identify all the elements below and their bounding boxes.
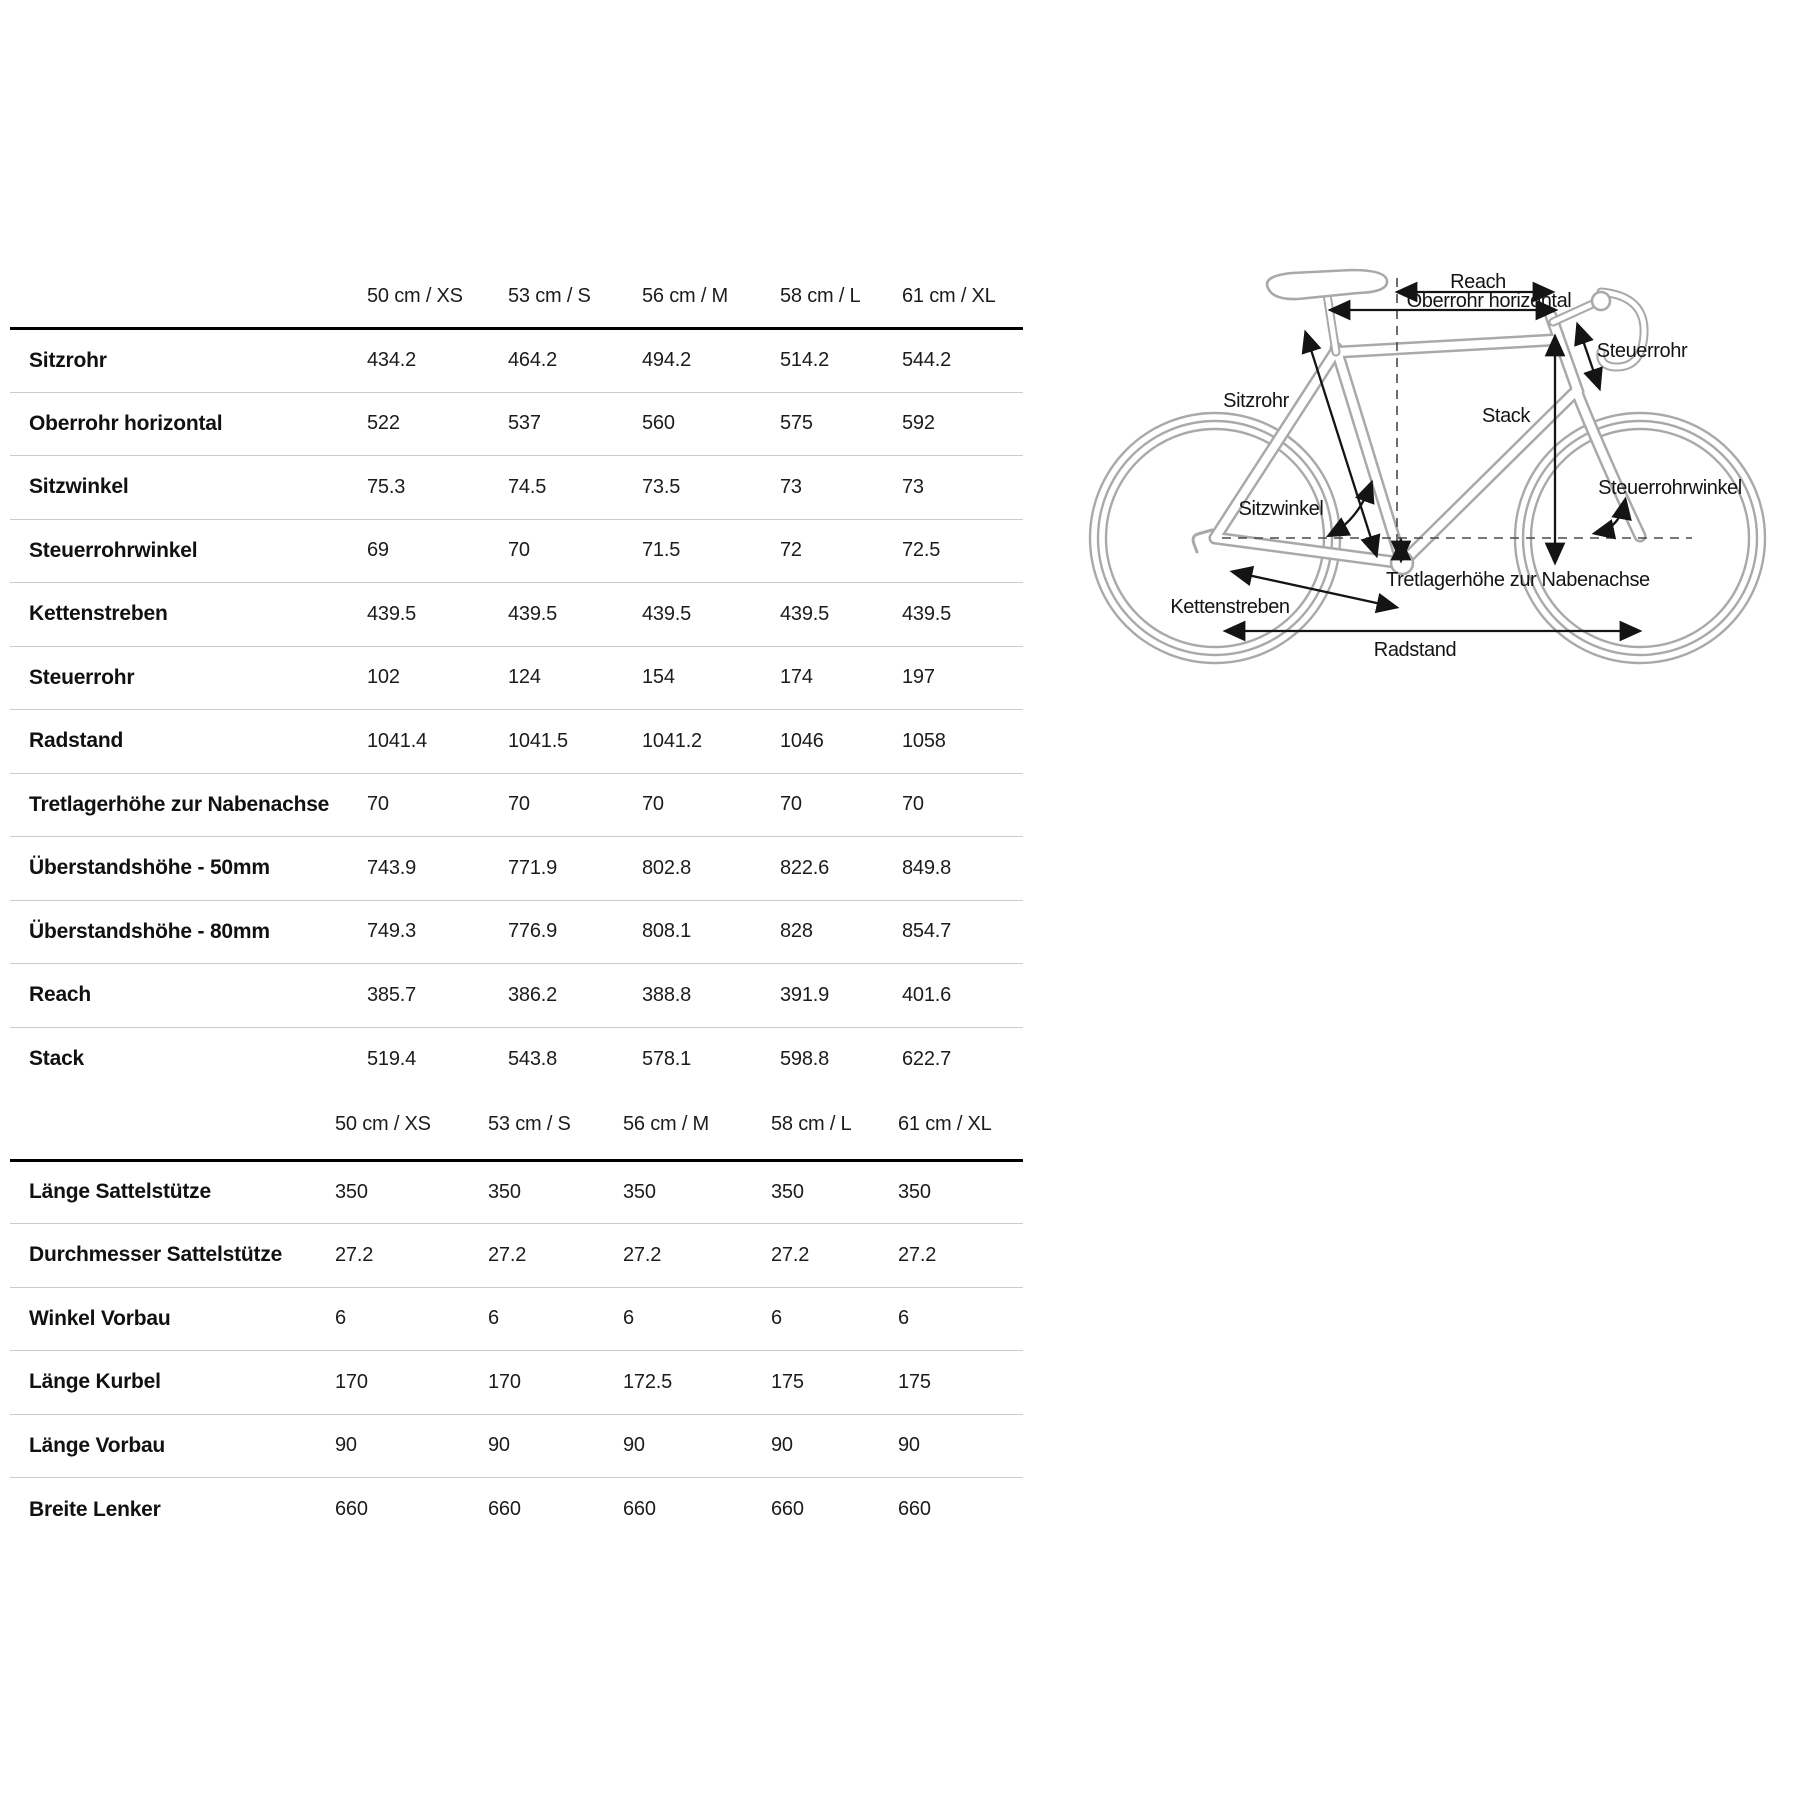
table-row	[10, 900, 1023, 964]
table-row	[10, 1478, 1023, 1542]
value-cell: 1041.2	[642, 729, 702, 752]
value-cell: 854.7	[902, 920, 952, 943]
value-cell: 6	[488, 1307, 499, 1330]
row-label: Länge Kurbel	[29, 1370, 161, 1394]
row-label: Steuerrohr	[29, 665, 135, 689]
row-label: Durchmesser Sattelstütze	[29, 1243, 283, 1267]
diagram-label-steuerrohrwinkel: Steuerrohrwinkel	[1598, 477, 1742, 499]
value-cell: 519.4	[367, 1047, 417, 1070]
value-cell: 439.5	[902, 602, 952, 625]
value-cell: 1046	[780, 729, 824, 752]
value-cell: 27.2	[898, 1243, 937, 1266]
value-cell: 808.1	[642, 920, 692, 943]
value-cell: 560	[642, 412, 675, 435]
value-cell: 70	[508, 793, 530, 816]
value-cell: 72	[780, 539, 802, 562]
value-cell: 660	[898, 1498, 931, 1520]
size-header-row-2	[10, 1091, 1023, 1161]
size-header-cell: 61 cm / XL	[898, 1091, 1023, 1161]
size-header-spacer	[10, 265, 367, 329]
value-cell: 70	[508, 539, 530, 562]
row-label: Überstandshöhe - 80mm	[29, 919, 270, 943]
value-cell: 170	[335, 1370, 368, 1393]
value-cell: 175	[898, 1370, 931, 1393]
value-cell: 75.3	[367, 475, 406, 498]
row-label: Länge Vorbau	[29, 1433, 166, 1457]
diagram-label-tretlagerhoehe: Tretlagerhöhe zur Nabenachse	[1386, 569, 1650, 591]
value-cell: 350	[335, 1180, 368, 1203]
table-row	[10, 1287, 1023, 1351]
value-cell: 802.8	[642, 856, 692, 879]
value-cell: 776.9	[508, 920, 558, 943]
value-cell: 660	[335, 1498, 368, 1520]
value-cell: 90	[623, 1434, 645, 1457]
value-cell: 6	[623, 1307, 634, 1330]
value-cell: 439.5	[642, 602, 692, 625]
value-cell: 386.2	[508, 983, 558, 1006]
value-cell: 622.7	[902, 1047, 952, 1070]
value-cell: 391.9	[780, 983, 830, 1006]
table-row	[10, 392, 1023, 456]
size-header-cell: 50 cm / XS	[367, 265, 508, 329]
row-label: Reach	[29, 983, 92, 1007]
value-cell: 1041.4	[367, 729, 427, 752]
value-cell: 73	[780, 475, 802, 498]
value-cell: 822.6	[780, 856, 830, 879]
row-label: Breite Lenker	[29, 1497, 161, 1521]
size-header-cell: 58 cm / L	[780, 265, 902, 329]
value-cell: 771.9	[508, 856, 558, 879]
row-label: Länge Sattelstütze	[29, 1180, 211, 1204]
value-cell: 660	[488, 1498, 521, 1520]
value-cell: 27.2	[771, 1243, 810, 1266]
table-row	[10, 964, 1023, 1028]
value-cell: 350	[898, 1180, 931, 1203]
value-cell: 72.5	[902, 539, 941, 562]
handlebar-ring	[1592, 292, 1610, 310]
table-row	[10, 519, 1023, 583]
diagram-label-stack: Stack	[1481, 405, 1531, 427]
value-cell: 522	[367, 412, 400, 435]
value-cell: 434.2	[367, 349, 417, 372]
value-cell: 544.2	[902, 349, 952, 372]
value-cell: 388.8	[642, 983, 692, 1006]
value-cell: 385.7	[367, 983, 417, 1006]
value-cell: 350	[623, 1180, 656, 1203]
value-cell: 514.2	[780, 349, 830, 372]
size-header-cell: 56 cm / M	[623, 1091, 771, 1161]
row-label: Steuerrohrwinkel	[29, 538, 198, 562]
value-cell: 74.5	[508, 475, 547, 498]
value-cell: 575	[780, 412, 813, 435]
bike-geometry-diagram	[1000, 230, 1796, 700]
value-cell: 70	[642, 793, 664, 816]
geometry-table	[10, 265, 1023, 1091]
value-cell: 828	[780, 920, 813, 943]
value-cell: 70	[780, 793, 802, 816]
size-header-cell: 53 cm / S	[488, 1091, 623, 1161]
value-cell: 6	[771, 1307, 782, 1330]
value-cell: 174	[780, 666, 813, 689]
value-cell: 71.5	[642, 539, 681, 562]
size-header-cell: 50 cm / XS	[335, 1091, 488, 1161]
diagram-label-reach: Reach	[1450, 271, 1506, 293]
value-cell: 660	[623, 1498, 656, 1520]
diagram-label-sitzwinkel: Sitzwinkel	[1238, 498, 1324, 520]
table-row	[10, 710, 1023, 774]
table-row	[10, 773, 1023, 837]
value-cell: 154	[642, 666, 675, 689]
value-cell: 172.5	[623, 1370, 673, 1393]
table-row	[10, 1160, 1023, 1224]
value-cell: 27.2	[335, 1243, 374, 1266]
value-cell: 660	[771, 1498, 804, 1520]
value-cell: 90	[335, 1434, 357, 1457]
row-label: Stack	[29, 1047, 85, 1070]
value-cell: 90	[898, 1434, 920, 1457]
table-row	[10, 456, 1023, 520]
table-row	[10, 1224, 1023, 1288]
value-cell: 494.2	[642, 349, 692, 372]
value-cell: 197	[902, 666, 935, 689]
row-label: Winkel Vorbau	[29, 1306, 171, 1330]
table-row	[10, 1351, 1023, 1415]
value-cell: 350	[488, 1180, 521, 1203]
value-cell: 464.2	[508, 349, 558, 372]
value-cell: 73.5	[642, 475, 681, 498]
diagram-label-radstand: Radstand	[1373, 639, 1457, 661]
value-cell: 743.9	[367, 856, 417, 879]
row-label: Tretlagerhöhe zur Nabenachse	[29, 792, 330, 816]
table-row	[10, 1414, 1023, 1478]
value-cell: 73	[902, 475, 924, 498]
value-cell: 70	[367, 793, 389, 816]
value-cell: 439.5	[780, 602, 830, 625]
value-cell: 124	[508, 666, 541, 689]
diagram-label-steuerrohr: Steuerrohr	[1596, 340, 1688, 362]
value-cell: 537	[508, 412, 541, 435]
row-label: Oberrohr horizontal	[29, 411, 223, 435]
value-cell: 6	[898, 1307, 909, 1330]
value-cell: 90	[488, 1434, 510, 1457]
value-cell: 70	[902, 793, 924, 816]
value-cell: 170	[488, 1370, 521, 1393]
row-label: Kettenstreben	[29, 602, 168, 626]
value-cell: 350	[771, 1180, 804, 1203]
table-row	[10, 329, 1023, 393]
value-cell: 27.2	[623, 1243, 662, 1266]
value-cell: 1058	[902, 729, 946, 752]
diagram-label-oberrohr: Oberrohr horizontal	[1406, 290, 1572, 312]
value-cell: 578.1	[642, 1047, 692, 1070]
size-header-cell: 58 cm / L	[771, 1091, 898, 1161]
row-label: Radstand	[29, 729, 124, 753]
value-cell: 90	[771, 1434, 793, 1457]
row-label: Überstandshöhe - 50mm	[29, 856, 270, 880]
value-cell: 543.8	[508, 1047, 558, 1070]
components-table	[10, 1091, 1023, 1542]
size-header-cell: 61 cm / XL	[902, 265, 1023, 329]
value-cell: 439.5	[508, 602, 558, 625]
diagram-label-kettenstreben: Kettenstreben	[1170, 596, 1290, 618]
table-row	[10, 837, 1023, 901]
geometry-tables	[10, 265, 1023, 1541]
value-cell: 102	[367, 666, 400, 689]
table-row	[10, 646, 1023, 710]
size-header-spacer	[10, 1091, 335, 1161]
table-row	[10, 583, 1023, 647]
size-header-cell: 53 cm / S	[508, 265, 642, 329]
table-row	[10, 1027, 1023, 1091]
value-cell: 1041.5	[508, 729, 568, 752]
value-cell: 175	[771, 1370, 804, 1393]
value-cell: 749.3	[367, 920, 417, 943]
value-cell: 439.5	[367, 602, 417, 625]
value-cell: 27.2	[488, 1243, 527, 1266]
value-cell: 69	[367, 539, 389, 562]
size-header-row	[10, 265, 1023, 329]
value-cell: 598.8	[780, 1047, 830, 1070]
diagram-label-sitzrohr: Sitzrohr	[1223, 390, 1289, 412]
row-label: Sitzrohr	[29, 348, 107, 372]
value-cell: 849.8	[902, 856, 952, 879]
value-cell: 401.6	[902, 983, 952, 1006]
value-cell: 592	[902, 412, 935, 435]
rear-dropout	[1193, 530, 1212, 552]
row-label: Sitzwinkel	[29, 475, 129, 499]
size-header-cell: 56 cm / M	[642, 265, 780, 329]
value-cell: 6	[335, 1307, 346, 1330]
saddle	[1267, 270, 1387, 299]
